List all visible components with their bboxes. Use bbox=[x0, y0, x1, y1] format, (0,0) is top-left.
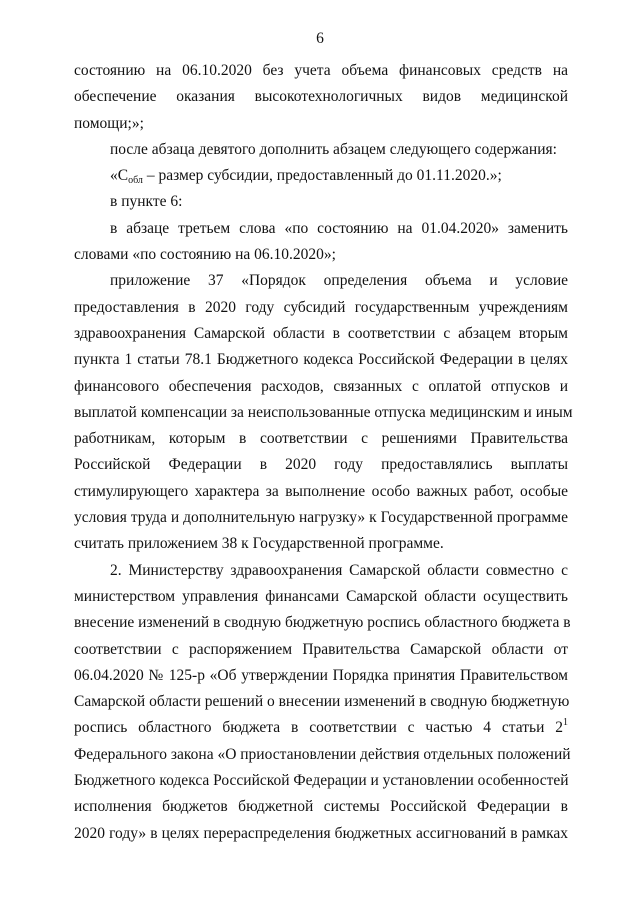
superscript: 1 bbox=[563, 717, 568, 729]
text-line: 2020 году» в целях перераспределения бюджетных ассигнований в рамках bbox=[74, 824, 568, 842]
page-number: 6 bbox=[316, 30, 324, 47]
text-line: работникам, которым в соответствии с решениями Правительства bbox=[74, 430, 568, 448]
text-line: исполнения бюджетов бюджетной системы Российской Федерации в bbox=[74, 798, 568, 816]
text-line: Самарской области решений о внесении изменений в сводную бюджетную bbox=[74, 693, 570, 711]
text-line: словами «по состоянию на 06.10.2020»; bbox=[74, 246, 336, 264]
formula-subscript: обл bbox=[128, 175, 143, 187]
text-segment: роспись областного бюджета в соответствии с частью 4 статьи 2 bbox=[74, 719, 563, 737]
text-line: 06.04.2020 № 125-р «Об утверждении Порядка принятия Правительством bbox=[74, 666, 568, 684]
text-line: министерством управления финансами Самарской области осуществить bbox=[74, 587, 568, 605]
text-line: соответствии с распоряжением Правительства Самарской области от bbox=[74, 640, 568, 658]
text-line: Бюджетного кодекса Российской Федерации и установлении особенностей bbox=[74, 772, 569, 790]
text-line: пункта 1 статьи 78.1 Бюджетного кодекса Российской Федерации в целях bbox=[74, 351, 568, 369]
text-line: считать приложением 38 к Государственной программе. bbox=[74, 535, 444, 553]
text-line: здравоохранения Самарской области в соответствии с абзацем вторым bbox=[74, 324, 568, 342]
text-line: Российской Федерации в 2020 году предоставлялись выплаты bbox=[74, 456, 568, 474]
text-line: в пункте 6: bbox=[110, 193, 183, 211]
text-line-with-superscript bbox=[74, 715, 568, 741]
text-line: выплатой компенсации за неиспользованные отпуска медицинским и иным bbox=[74, 403, 573, 421]
text-line: условия труда и дополнительную нагрузку» к Государственной программе bbox=[74, 509, 568, 527]
formula-symbol: «С bbox=[110, 167, 129, 185]
text-line: после абзаца девятого дополнить абзацем следующего содержания: bbox=[110, 140, 557, 158]
document-body bbox=[74, 58, 573, 847]
text-line: 2. Министерству здравоохранения Самарской области совместно с bbox=[110, 561, 568, 579]
text-line: в абзаце третьем слова «по состоянию на 01.04.2020» заменить bbox=[110, 219, 568, 237]
text-line: финансового обеспечения расходов, связанных с оплатой отпусков и bbox=[74, 377, 568, 395]
text-line: приложение 37 «Порядок определения объема и условие bbox=[110, 272, 568, 290]
text-line: внесение изменений в сводную бюджетную роспись областного бюджета в bbox=[74, 614, 571, 632]
text-line: обеспечение оказания высокотехнологичных видов медицинской bbox=[74, 88, 568, 106]
text-line: состоянию на 06.10.2020 без учета объема финансовых средств на bbox=[74, 62, 568, 79]
text-line: предоставления в 2020 году субсидий государственным учреждениям bbox=[74, 298, 568, 316]
text-line: Федерального закона «О приостановлении действия отдельных положений bbox=[74, 745, 571, 763]
formula-line bbox=[74, 163, 568, 189]
formula-text: – размер субсидии, предоставленный до 01.11.2020.»; bbox=[142, 167, 502, 185]
text-line: стимулирующего характера за выполнение особо важных работ, особые bbox=[74, 482, 568, 500]
text-line: помощи;»; bbox=[74, 114, 144, 132]
